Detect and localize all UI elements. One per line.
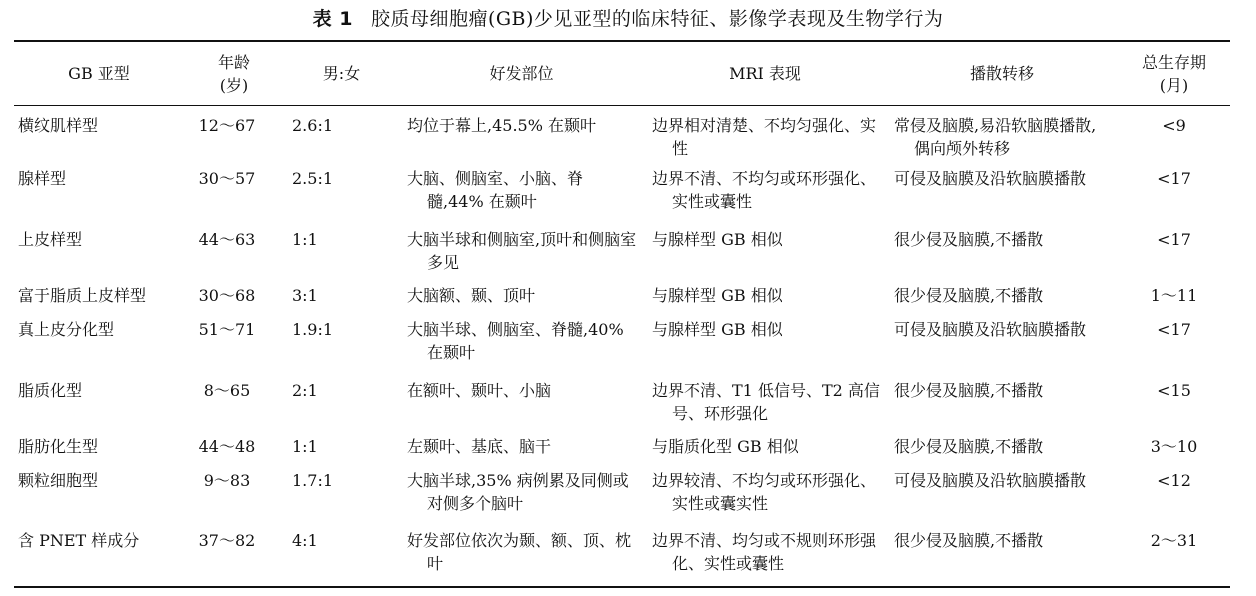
cell-age: 8～65 [203, 381, 251, 400]
table-row [14, 435, 1230, 469]
cell-age: 9～83 [203, 471, 251, 490]
table-row [14, 469, 1230, 529]
cell-mri-text: 与腺样型 GB 相似 [652, 320, 783, 339]
cell-ratio: 1:1 [292, 437, 318, 456]
cell-age: 12～67 [198, 116, 256, 135]
cell-spread-text: 可侵及脑膜及沿软脑膜播散 [894, 320, 1087, 339]
cell-mri [644, 228, 886, 284]
cell-survival: <17 [1157, 320, 1191, 339]
table-number: 表 1 [312, 8, 353, 30]
table-row [14, 318, 1230, 379]
header-survival-line1: 总生存期 [1141, 52, 1206, 72]
table-row [14, 284, 1230, 318]
cell-site-text: 均位于幕上,45.5% 在颞叶 [407, 116, 597, 135]
cell-site [399, 318, 644, 379]
cell-mri-text: 与脂质化型 GB 相似 [652, 437, 799, 456]
cell-spread-text: 很少侵及脑膜,不播散 [894, 286, 1044, 305]
cell-survival: 3～10 [1150, 437, 1198, 456]
cell-mri-text: 边界不清、均匀或不规则环形强化、实性或囊性 [652, 531, 877, 573]
cell-site [399, 529, 644, 581]
cell-age: 30～68 [198, 286, 256, 305]
cell-spread [886, 167, 1118, 228]
cell-subtype: 真上皮分化型 [18, 320, 115, 339]
cell-site-text: 大脑额、颞、顶叶 [407, 286, 536, 305]
cell-spread [886, 469, 1118, 529]
header-age-line2: (岁) [219, 75, 249, 95]
cell-survival: 1～11 [1150, 286, 1198, 305]
cell-age: 44～48 [198, 437, 256, 456]
cell-mri [644, 435, 886, 469]
cell-ratio: 2:1 [292, 381, 318, 400]
cell-mri-text: 边界相对清楚、不均匀强化、实性 [652, 116, 877, 158]
cell-spread [886, 105, 1118, 167]
cell-mri [644, 167, 886, 228]
cell-site [399, 284, 644, 318]
cell-site-text: 在额叶、颞叶、小脑 [407, 381, 552, 400]
cell-mri-text: 边界不清、T1 低信号、T2 高信号、环形强化 [652, 381, 880, 423]
cell-spread [886, 318, 1118, 379]
cell-site-text: 大脑、侧脑室、小脑、脊髓,44% 在颞叶 [407, 169, 584, 211]
cell-mri [644, 379, 886, 435]
data-table [14, 42, 1230, 581]
table-row [14, 167, 1230, 228]
cell-ratio: 3:1 [292, 286, 318, 305]
cell-mri [644, 318, 886, 379]
cell-ratio: 4:1 [292, 531, 318, 550]
cell-mri [644, 284, 886, 318]
cell-site [399, 228, 644, 284]
cell-age: 37～82 [198, 531, 256, 550]
cell-spread-text: 很少侵及脑膜,不播散 [894, 230, 1044, 249]
cell-survival: <9 [1162, 116, 1186, 135]
header-survival-line2: (月) [1159, 75, 1189, 95]
cell-spread [886, 379, 1118, 435]
table-row [14, 228, 1230, 284]
table-row [14, 529, 1230, 581]
cell-site-text: 大脑半球、侧脑室、脊髓,40% 在颞叶 [407, 320, 624, 362]
cell-spread-text: 很少侵及脑膜,不播散 [894, 531, 1044, 550]
cell-site [399, 379, 644, 435]
header-age [184, 42, 284, 105]
cell-age: 44～63 [198, 230, 256, 249]
cell-spread-text: 很少侵及脑膜,不播散 [894, 437, 1044, 456]
cell-subtype: 含 PNET 样成分 [18, 531, 140, 550]
cell-survival: 2～31 [1150, 531, 1198, 550]
cell-site-text: 大脑半球和侧脑室,顶叶和侧脑室多见 [407, 230, 637, 272]
cell-survival: <17 [1157, 230, 1191, 249]
cell-site-text: 好发部位依次为颞、额、顶、枕叶 [407, 531, 632, 573]
header-age-line1: 年龄 [217, 52, 250, 72]
header-survival [1118, 42, 1230, 105]
cell-spread-text: 常侵及脑膜,易沿软脑膜播散,偶向颅外转移 [894, 116, 1097, 158]
cell-mri-text: 与腺样型 GB 相似 [652, 230, 783, 249]
header-ratio: 男:女 [322, 64, 361, 83]
cell-site [399, 469, 644, 529]
cell-survival: <15 [1157, 381, 1191, 400]
cell-age: 51～71 [198, 320, 256, 339]
cell-ratio: 1.9:1 [292, 320, 334, 339]
cell-subtype: 颗粒细胞型 [18, 471, 99, 490]
table-title: 胶质母细胞瘤(GB)少见亚型的临床特征、影像学表现及生物学行为 [370, 8, 944, 30]
cell-subtype: 腺样型 [18, 169, 67, 188]
cell-subtype: 富于脂质上皮样型 [18, 286, 147, 305]
cell-mri-text: 边界较清、不均匀或环形强化、实性或囊实性 [652, 471, 877, 513]
cell-ratio: 2.5:1 [292, 169, 334, 188]
cell-spread [886, 435, 1118, 469]
header-site: 好发部位 [489, 64, 554, 83]
cell-subtype: 横纹肌样型 [18, 116, 99, 135]
cell-spread [886, 529, 1118, 581]
cell-spread-text: 可侵及脑膜及沿软脑膜播散 [894, 471, 1087, 490]
cell-subtype: 上皮样型 [18, 230, 83, 249]
cell-mri-text: 与腺样型 GB 相似 [652, 286, 783, 305]
cell-ratio: 1:1 [292, 230, 318, 249]
bottom-rule [14, 586, 1230, 588]
cell-survival: <12 [1157, 471, 1191, 490]
table-row [14, 105, 1230, 167]
header-spread: 播散转移 [969, 64, 1034, 83]
cell-age: 30～57 [198, 169, 256, 188]
cell-mri-text: 边界不清、不均匀或环形强化、实性或囊性 [652, 169, 877, 211]
cell-spread-text: 很少侵及脑膜,不播散 [894, 381, 1044, 400]
header-row [14, 42, 1230, 105]
cell-site [399, 105, 644, 167]
table-row [14, 379, 1230, 435]
cell-ratio: 1.7:1 [292, 471, 334, 490]
cell-site [399, 435, 644, 469]
cell-site-text: 大脑半球,35% 病例累及同侧或对侧多个脑叶 [407, 471, 629, 513]
cell-spread-text: 可侵及脑膜及沿软脑膜播散 [894, 169, 1087, 188]
cell-survival: <17 [1157, 169, 1191, 188]
cell-ratio: 2.6:1 [292, 116, 334, 135]
cell-mri [644, 469, 886, 529]
cell-mri [644, 105, 886, 167]
table-caption [0, 6, 1256, 32]
cell-subtype: 脂肪化生型 [18, 437, 99, 456]
header-subtype: GB 亚型 [68, 64, 130, 83]
header-mri: MRI 表现 [729, 64, 801, 83]
cell-site [399, 167, 644, 228]
cell-spread [886, 228, 1118, 284]
cell-mri [644, 529, 886, 581]
cell-subtype: 脂质化型 [18, 381, 83, 400]
cell-site-text: 左颞叶、基底、脑干 [407, 437, 552, 456]
cell-spread [886, 284, 1118, 318]
